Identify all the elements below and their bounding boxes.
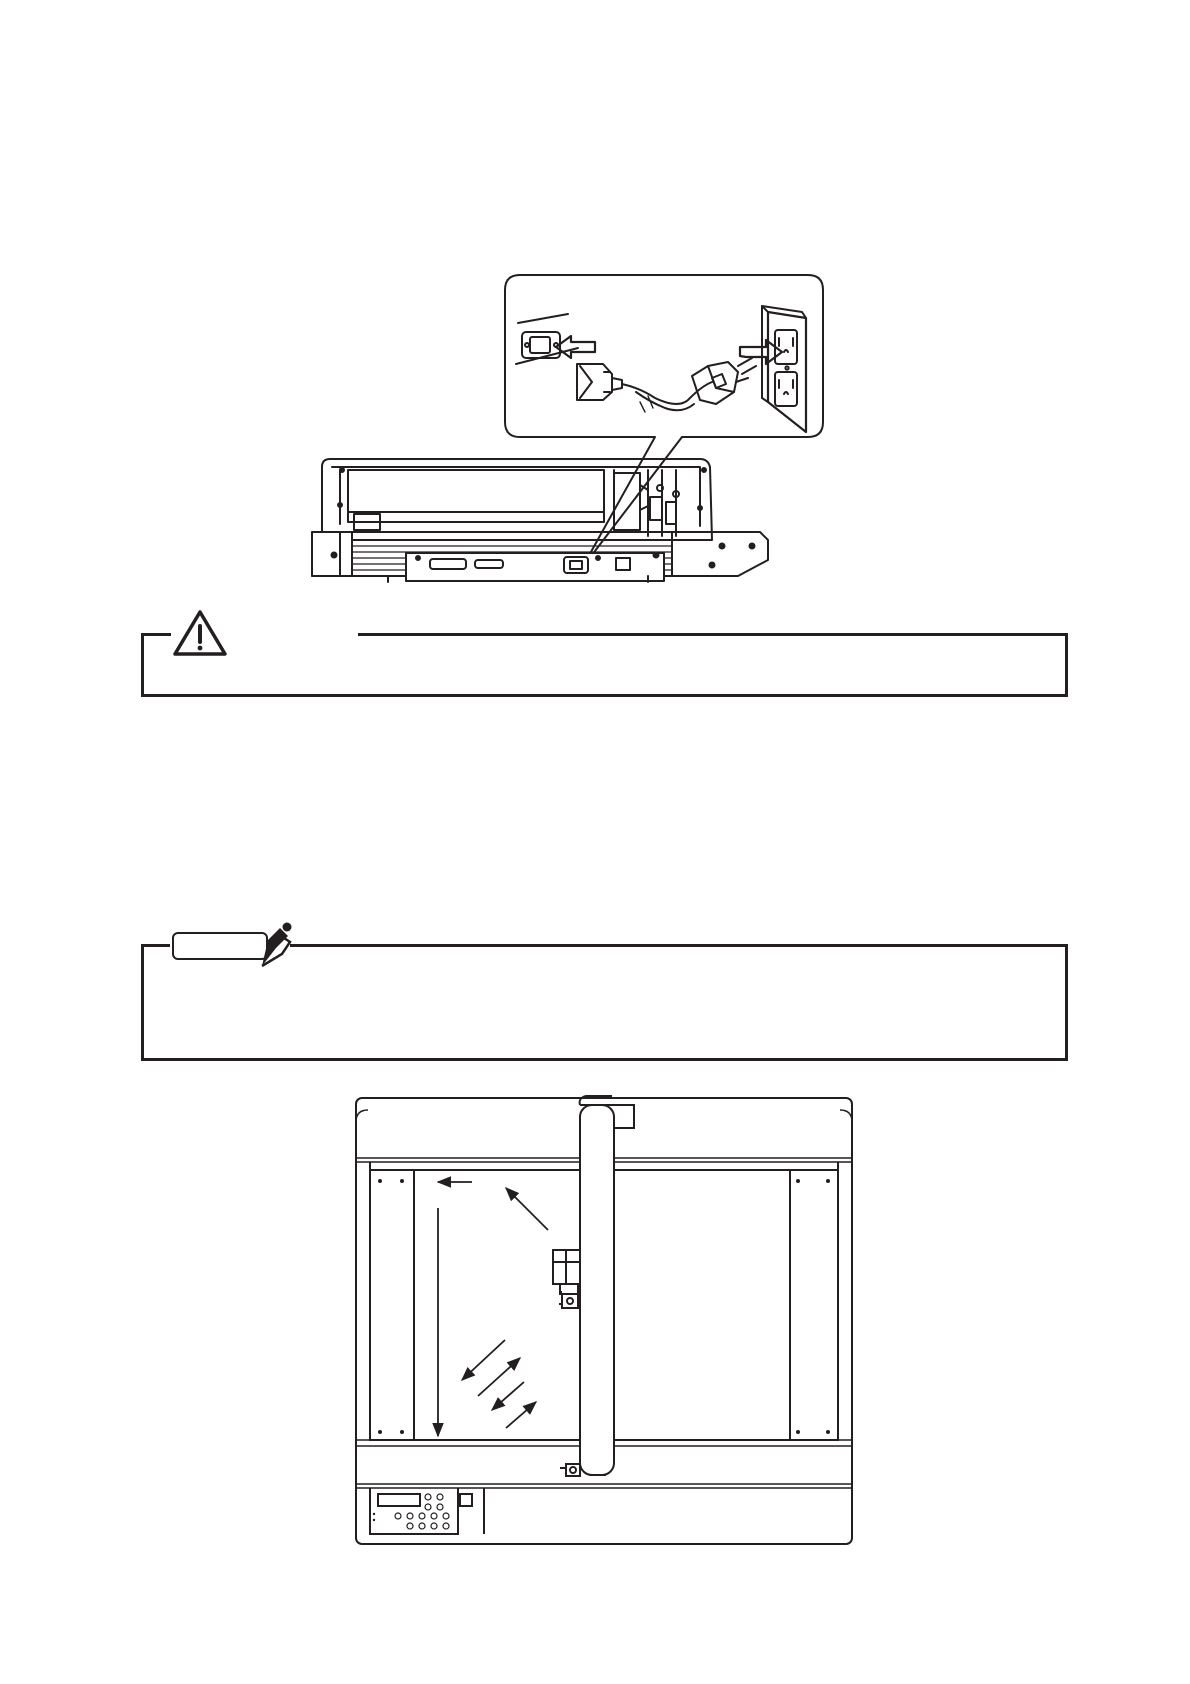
- control-panel: [370, 1488, 484, 1534]
- tool-head: [553, 1250, 580, 1476]
- power-switch: [460, 1494, 472, 1506]
- movement-arrows: [438, 1182, 548, 1436]
- y-bar-carriage: [580, 1096, 634, 1475]
